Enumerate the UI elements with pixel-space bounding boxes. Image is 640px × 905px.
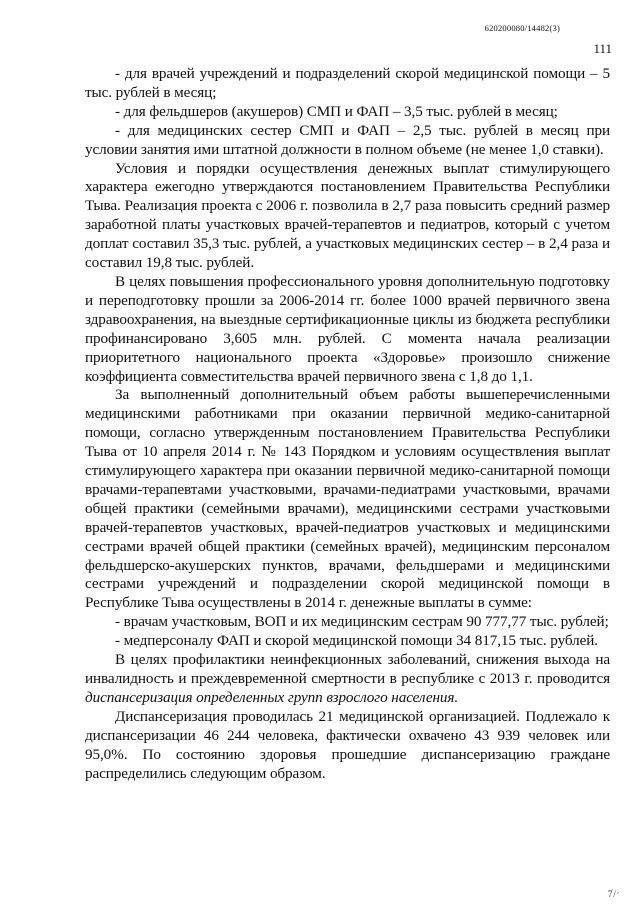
paragraph: В целях повышения профессионального уровня дополнительную подготовку и переподготовку прошли за 2006-2014 гг. более 1000 врачей первичного звена здравоохранения, на выездные сертификационные циклы из бюджета республики профинансировано 3,605 млн. рублей. С момента начала реализации приоритетного национального проекта «Здоровье» произошло снижение коэффициента совместительства врачей первичного звена с 1,8 до 1,1.: [85, 272, 610, 385]
paragraph-list-item: - для медицинских сестер СМП и ФАП – 2,5 тыс. рублей в месяц при условии занятия ими штатной должности в полном объеме (не менее 1,0 ставки).: [85, 121, 610, 158]
paragraph-list-item: - для фельдшеров (акушеров) СМП и ФАП – 3,5 тыс. рублей в месяц;: [115, 102, 558, 120]
paragraph: Условия и порядки осуществления денежных выплат стимулирующего характера ежегодно утверждаются постановлением Правительства Республики Тыва. Реализация проекта с 2006 г. позволила в 2,7 раза повысить средний размер заработной платы участковых врачей-терапевтов и педиатров, который с учетом доплат составил 35,3 тыс. рублей, а участковых медицинских сестер – в 2,4 раза и составил 19,8 тыс. рублей.: [85, 159, 610, 272]
footer-mark: ׳/7ׄ: [607, 889, 620, 899]
paragraph-list-item: - врачам участковым, ВОП и их медицинским сестрам 90 777,77 тыс. рублей;: [115, 613, 609, 631]
paragraph: [85, 651, 610, 708]
paragraph: За выполненный дополнительный объем работы вышеперечисленными медицинскими работниками при оказании первичной медико-санитарной помощи, согласно утвержденным постановлением Правительства Республики Тыва от 10 апреля 2014 г. № 143 Порядком и условиям осуществления выплат стимулирующего характера при оказании первичной медико-санитарной помощи врачами-терапевтами участковыми, врачами-педиатрами участковыми, врачами общей практики (семейными врачами), медицинскими сестрами участковыми врачей-терапевтов участковых, врачей-педиатров участковых и медицинскими сестрами врачей общей практики (семейных врачей), медицинским персоналом фельдшерско-акушерских пунктов, врачами, фельдшерами и медицинскими сестрами учреждений и подразделении скорой медицинской помощи в Республике Тыва осуществлены в 2014 г. денежные выплаты в сумме:: [85, 386, 610, 612]
document-id: 620200080/14482(3): [484, 23, 560, 33]
paragraph-list-item: - для врачей учреждений и подразделений скорой медицинской помощи – 5 тыс. рублей в месяц;: [85, 65, 610, 101]
paragraph-list-item: - медперсоналу ФАП и скорой медицинской помощи 34 817,15 тыс. рублей.: [115, 632, 598, 650]
italic-text: диспансеризация определенных групп взрослого населения.: [85, 688, 459, 706]
document-body: [85, 65, 610, 783]
page-number: 111: [593, 41, 612, 56]
paragraph-text: В целях профилактики неинфекционных заболеваний, снижения выхода на инвалидность и преждевременной смертности в республике с 2013 г. проводится: [85, 651, 610, 687]
paragraph: Диспансеризация проводилась 21 медицинской организацией. Подлежало к диспансеризации 46 244 человека, фактически охвачено 43 939 человек или 95,0%. По состоянию здоровья прошедшие диспансеризацию граждане распределились следующим образом.: [85, 707, 610, 782]
